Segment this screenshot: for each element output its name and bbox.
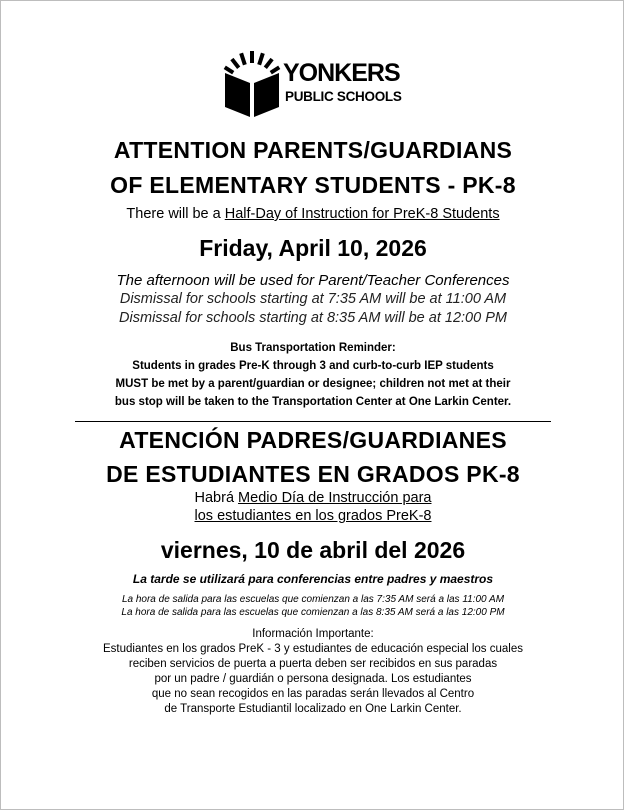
spanish-info-title: Información Importante: (252, 628, 374, 640)
english-bus-line2: MUST be met by a parent/guardian or designee; children not met at their (115, 378, 511, 390)
spanish-dismissal-2: La hora de salida para las escuelas que comienzan a las 8:35 AM será a las 12:00 PM (121, 607, 505, 618)
english-bus-line1: Students in grades Pre-K through 3 and curb-to-curb IEP students (132, 360, 494, 372)
spanish-intro-underlined-1: Medio Día de Instrucción para (238, 490, 432, 506)
english-bus-line3: bus stop will be taken to the Transportation Center at One Larkin Center. (114, 396, 512, 408)
spanish-conference-note: La tarde se utilizará para conferencias entre padres y maestros (132, 572, 494, 586)
spanish-heading-line2: DE ESTUDIANTES EN GRADOS PK-8 (106, 461, 520, 487)
spanish-intro-line2 (1, 508, 624, 524)
spanish-info-line3: por un padre / guardián o persona designada. Los estudiantes (154, 673, 472, 685)
yonkers-logo (223, 51, 408, 117)
spanish-info-line2: reciben servicios de puerta a puerta deben ser recibidos en sus paradas (128, 658, 498, 670)
spanish-intro-prefix: Habrá (194, 490, 239, 506)
spanish-info-line1: Estudiantes en los grados PreK - 3 y estudiantes de educación especial los cuales (102, 643, 523, 655)
english-intro-underlined: Half-Day of Instruction for PreK-8 Students (224, 206, 500, 222)
spanish-heading-line1: ATENCIÓN PADRES/GUARDIANES (119, 427, 507, 453)
open-book-logo-icon (223, 51, 281, 117)
spanish-date: viernes, 10 de abril del 2026 (160, 537, 466, 563)
english-date: Friday, April 10, 2026 (199, 235, 427, 261)
section-divider (75, 421, 551, 422)
spanish-intro-underlined-2: los estudiantes en los grados PreK-8 (194, 508, 432, 524)
spanish-intro-line1 (1, 490, 624, 506)
english-heading-line2: OF ELEMENTARY STUDENTS - PK-8 (110, 172, 516, 198)
spanish-info-line4: que no sean recogidos en las paradas serán llevados al Centro (151, 688, 475, 700)
english-bus-title: Bus Transportation Reminder: (230, 342, 396, 354)
english-dismissal-2: Dismissal for schools starting at 8:35 AM will be at 12:00 PM (119, 310, 507, 326)
logo-name: YONKERS (283, 59, 400, 87)
english-intro-prefix: There will be a (126, 206, 225, 222)
spanish-info-line5: de Transporte Estudiantil localizado en One Larkin Center. (164, 703, 462, 715)
english-dismissal-1: Dismissal for schools starting at 7:35 AM will be at 11:00 AM (119, 291, 507, 307)
english-heading-line1: ATTENTION PARENTS/GUARDIANS (113, 137, 513, 163)
english-intro (1, 206, 624, 222)
logo-subname: PUBLIC SCHOOLS (285, 89, 402, 104)
spanish-dismissal-1: La hora de salida para las escuelas que comienzan a las 7:35 AM será a las 11:00 AM (121, 594, 505, 605)
english-conference-note: The afternoon will be used for Parent/Teacher Conferences (116, 272, 510, 289)
